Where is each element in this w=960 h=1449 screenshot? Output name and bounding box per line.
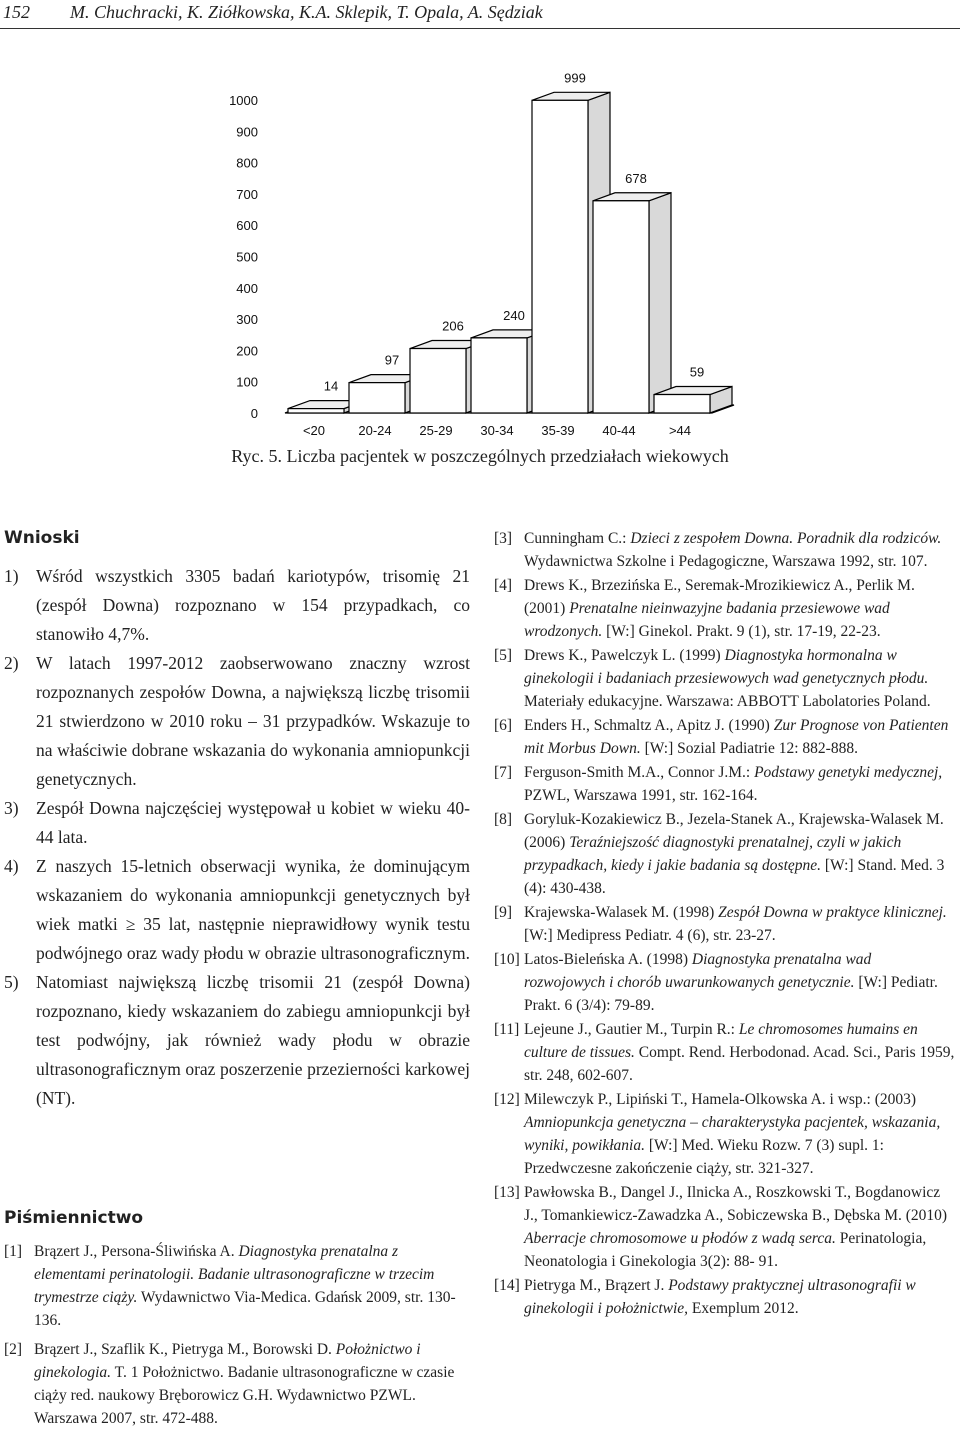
reference-authors: Pietryga M., Brązert J. [524,1277,669,1294]
bibliography-right [494,527,956,1321]
bar [532,100,588,413]
reference-item [4,1240,470,1332]
reference-title: Podstawy praktycznej ultrasonografii w ginekologii i położnictwie, [524,1277,916,1317]
reference-text [524,901,956,947]
reference-authors: Lejeune J., Gautier M., Turpin R.: [524,1021,739,1038]
header-rule [0,28,960,29]
reference-text [524,644,956,713]
reference-text [524,714,956,760]
y-tick-label: 100 [236,374,258,390]
bibliography-left [4,1208,470,1436]
reference-authors: Cunningham C.: [524,530,631,547]
bar-value-label: 14 [323,378,339,394]
reference-source: [W:] Stand. Med. 3 (4): 430-438. [524,857,945,897]
conclusion-text: Zespół Downa najczęściej występował u kobiet w wieku 40-44 lata. [36,798,470,847]
reference-title: Aberracje chromosomowe u płodów z wadą serca. [524,1230,836,1247]
bar-value-label: 240 [503,307,525,323]
reference-authors: Ferguson-Smith M.A., Connor J.M.: [524,764,755,781]
x-tick-label: >44 [668,423,692,438]
bar [471,338,527,413]
reference-item [494,574,956,643]
reference-text [524,761,956,807]
y-tick-label: 1000 [229,93,258,108]
reference-title: Podstawy genetyki medycznej, [754,764,943,781]
reference-source: Materiały edukacyjne. Warszawa: ABBOTT Labolatories Poland. [524,693,931,710]
bar [593,201,649,413]
y-tick-label: 800 [236,155,258,171]
bar-value-label: 97 [384,352,400,368]
reference-source: Compt. Rend. Herbodonad. Acad. Sci., Paris 1959, str. 248, 602-607. [524,1044,955,1084]
reference-number: [5] [494,647,513,664]
conclusion-item [4,649,470,794]
bar [349,383,405,413]
reference-list-right [494,527,956,1320]
reference-source: [W:] Sozial Padiatrie 12: 882-888. [640,740,858,757]
reference-text [524,1181,956,1273]
reference-title: Le chromosomes humains en culture de tissues. [524,1021,918,1061]
reference-number: [3] [494,530,513,547]
reference-title: Diagnostyka hormonalna w ginekologii i badaniach przesiewowych wad genetycznych płodu. [524,647,929,687]
reference-source: Exemplum 2012. [688,1300,799,1317]
reference-title: Położnictwo i ginekologia. [34,1341,421,1381]
reference-item [494,527,956,573]
conclusions-list [4,562,470,1113]
reference-title: Amniopunkcja genetyczna – charakterystyka pacjentek, wskazania, wyniki, powikłania. [524,1114,941,1154]
bar-side [649,193,671,413]
reference-item [494,808,956,900]
reference-authors: Pawłowska B., Dangel J., Ilnicka A., Roszkowski T., Bogdanowicz J., Tomankiewicz-Zawadzka A., Sobiczewska B., Dębska M. (2010) [524,1184,948,1224]
bar [654,395,710,413]
bar-value-label: 206 [442,318,464,334]
reference-source: Wydawnictwa Szkolne i Pedagogiczne, Warszawa 1992, str. 107. [524,553,928,570]
reference-source: Perinatologia, Neonatologia i Ginekologia 3(2): 88- 91. [524,1230,927,1270]
reference-item [494,1088,956,1180]
reference-number: [4] [494,577,513,594]
conclusion-text: W latach 1997-2012 zaobserwowano znaczny wzrost rozpoznanych zespołów Downa, a największą liczbę trisomii 21 stwierdzono w 2010 roku – 31 przypadków. Wskazuje to na właściwie dobrane wskazania do wykonania amniopunkcji genetycznych. [36,653,470,789]
y-tick-label: 300 [236,312,258,328]
reference-source: [W:] Pediatr. Prakt. 6 (3/4): 79-89. [524,974,938,1014]
conclusion-item [4,968,470,1113]
reference-authors: Latos-Bieleńska A. (1998) [524,951,692,968]
reference-number: [14] [494,1277,520,1294]
reference-number: [2] [4,1341,23,1358]
reference-number: [7] [494,764,513,781]
reference-text [524,1018,956,1087]
reference-text [34,1240,470,1332]
reference-number: [13] [494,1184,520,1201]
reference-title: Teraźniejszość diagnostyki prenatalnej, czyli w jakich przypadkach, kiedy i jakie badania są dostępne. [524,834,902,874]
reference-source: [W:] Med. Wieku Rozw. 7 (3) supl. 1: Przedwczesne zakończenie ciąży, str. 321-327. [524,1137,884,1177]
reference-authors: Enders H., Schmaltz A., Apitz J. (1990) [524,717,774,734]
reference-number: [11] [494,1021,520,1038]
reference-item [494,948,956,1017]
x-tick-label: 30-34 [480,423,514,438]
reference-item [494,1018,956,1087]
y-tick-label: 500 [236,249,258,265]
conclusion-text: Natomiast największą liczbę trisomii 21 (zespół Downa) rozpoznano, kiedy wskazaniem do zabiegu amniopunkcji był test podwójny, jak również wady płodu w obrazie ultrasonograficznym oraz poszerzenie przezierności karkowej (NT). [36,972,470,1108]
reference-title: Dzieci z zespołem Downa. Poradnik dla rodziców. [630,530,942,547]
reference-text [524,1274,956,1320]
y-tick-label: 0 [250,406,258,421]
x-tick-label: 35-39 [541,423,575,438]
reference-item [4,1338,470,1430]
reference-text [524,574,956,643]
bar-value-label: 999 [564,70,586,86]
reference-source: T. 1 Położnictwo. Badanie ultrasonograficzne w czasie ciąży red. naukowy Bręborowicz G.H. Wydawnictwo PZWL. Warszawa 2007, str. 472-488. [34,1364,455,1427]
y-tick-label: 200 [236,343,258,359]
reference-number: [9] [494,904,513,921]
age-group-bar-chart [0,40,760,440]
reference-title: Prenatalne nieinwazyjne badania przesiewowe wad wrodzonych. [524,600,890,640]
reference-title: Zur Prognose von Patienten mit Morbus Down. [524,717,949,757]
bar [410,349,466,413]
reference-authors: Goryluk-Kozakiewicz B., Jezela-Stanek A., Krajewska-Walasek M. (2006) [524,811,944,851]
x-tick-label: 40-44 [602,423,636,438]
reference-item [494,1181,956,1273]
reference-item [494,714,956,760]
reference-text [34,1338,470,1430]
reference-source: [W:] Ginekol. Prakt. 9 (1), str. 17-19, 22-23. [602,623,881,640]
conclusion-number: 5) [4,972,19,992]
conclusion-number: 1) [4,566,19,586]
reference-number: [1] [4,1243,23,1260]
figure-caption: Ryc. 5. Liczba pacjentek w poszczególnych przedziałach wiekowych [231,446,729,466]
reference-number: [8] [494,811,513,828]
x-tick-label: <20 [302,423,326,438]
reference-source: Wydawnictwo Via-Medica. Gdańsk 2009, str. 130-136. [34,1289,456,1329]
conclusion-text: Wśród wszystkich 3305 badań kariotypów, trisomię 21 (zespół Downa) rozpoznano w 154 przypadkach, co stanowiło 4,7%. [36,566,470,644]
reference-title: Diagnostyka prenatalna z elementami perinatologii. Badanie ultrasonograficzne w trzecim trymestrze ciąży. [34,1243,435,1306]
reference-title: Zespół Downa w praktyce klinicznej. [718,904,947,921]
reference-title: Diagnostyka prenatalna wad rozwojowych i chorób uwarunkowanych genetycznie. [524,951,872,991]
bar-value-label: 59 [689,364,705,380]
y-tick-label: 600 [236,218,258,234]
x-tick-label: 20-24 [358,423,392,438]
reference-item [494,761,956,807]
conclusion-number: 3) [4,798,19,818]
conclusion-number: 2) [4,653,19,673]
reference-authors: Drews K., Pawelczyk L. (1999) [524,647,725,664]
reference-number: [10] [494,951,520,968]
page-number: 152 [3,2,30,22]
conclusion-item [4,562,470,649]
reference-authors: Brązert J., Persona-Śliwińska A. [34,1243,239,1260]
conclusion-item [4,794,470,852]
reference-authors: Milewczyk P., Lipiński T., Hamela-Olkowska A. i wsp.: (2003) [524,1091,917,1108]
reference-item [494,901,956,947]
y-tick-label: 900 [236,124,258,140]
conclusion-item [4,852,470,968]
reference-list-left [4,1240,470,1430]
reference-text [524,1088,956,1180]
reference-text [524,808,956,900]
reference-source: PZWL, Warszawa 1991, str. 162-164. [524,787,758,804]
conclusion-number: 4) [4,856,19,876]
reference-number: [12] [494,1091,520,1108]
y-tick-label: 400 [236,280,258,296]
reference-number: [6] [494,717,513,734]
reference-text [524,948,956,1017]
conclusions-heading: Wnioski [4,528,80,548]
y-tick-label: 700 [236,186,258,202]
reference-source: [W:] Medipress Pediatr. 4 (6), str. 23-27. [524,927,776,944]
bibliography-heading: Piśmiennictwo [4,1208,144,1228]
conclusion-text: Z naszych 15-letnich obserwacji wynika, że dominującym wskazaniem do wykonania amniopunkcji genetycznych był wiek matki ≥ 35 lat, następnie nieprawidłowy wynik testu podwójnego oraz wady płodu w obrazie ultrasonograficznym. [36,856,470,963]
reference-authors: Brązert J., Szaflik K., Pietryga M., Borowski D. [34,1341,336,1358]
bar [288,409,344,413]
conclusions-section [4,528,470,1113]
x-tick-label: 25-29 [419,423,453,438]
reference-authors: Drews K., Brzezińska E., Seremak-Mrozikiewicz A., Perlik M. (2001) [524,577,915,617]
reference-text [524,527,956,573]
bar-value-label: 678 [625,170,647,186]
reference-item [494,644,956,713]
reference-item [494,1274,956,1320]
running-header [0,0,960,30]
header-authors: M. Chuchracki, K. Ziółkowska, K.A. Sklepik, T. Opala, A. Sędziak [70,2,543,22]
reference-authors: Krajewska-Walasek M. (1998) [524,904,719,921]
